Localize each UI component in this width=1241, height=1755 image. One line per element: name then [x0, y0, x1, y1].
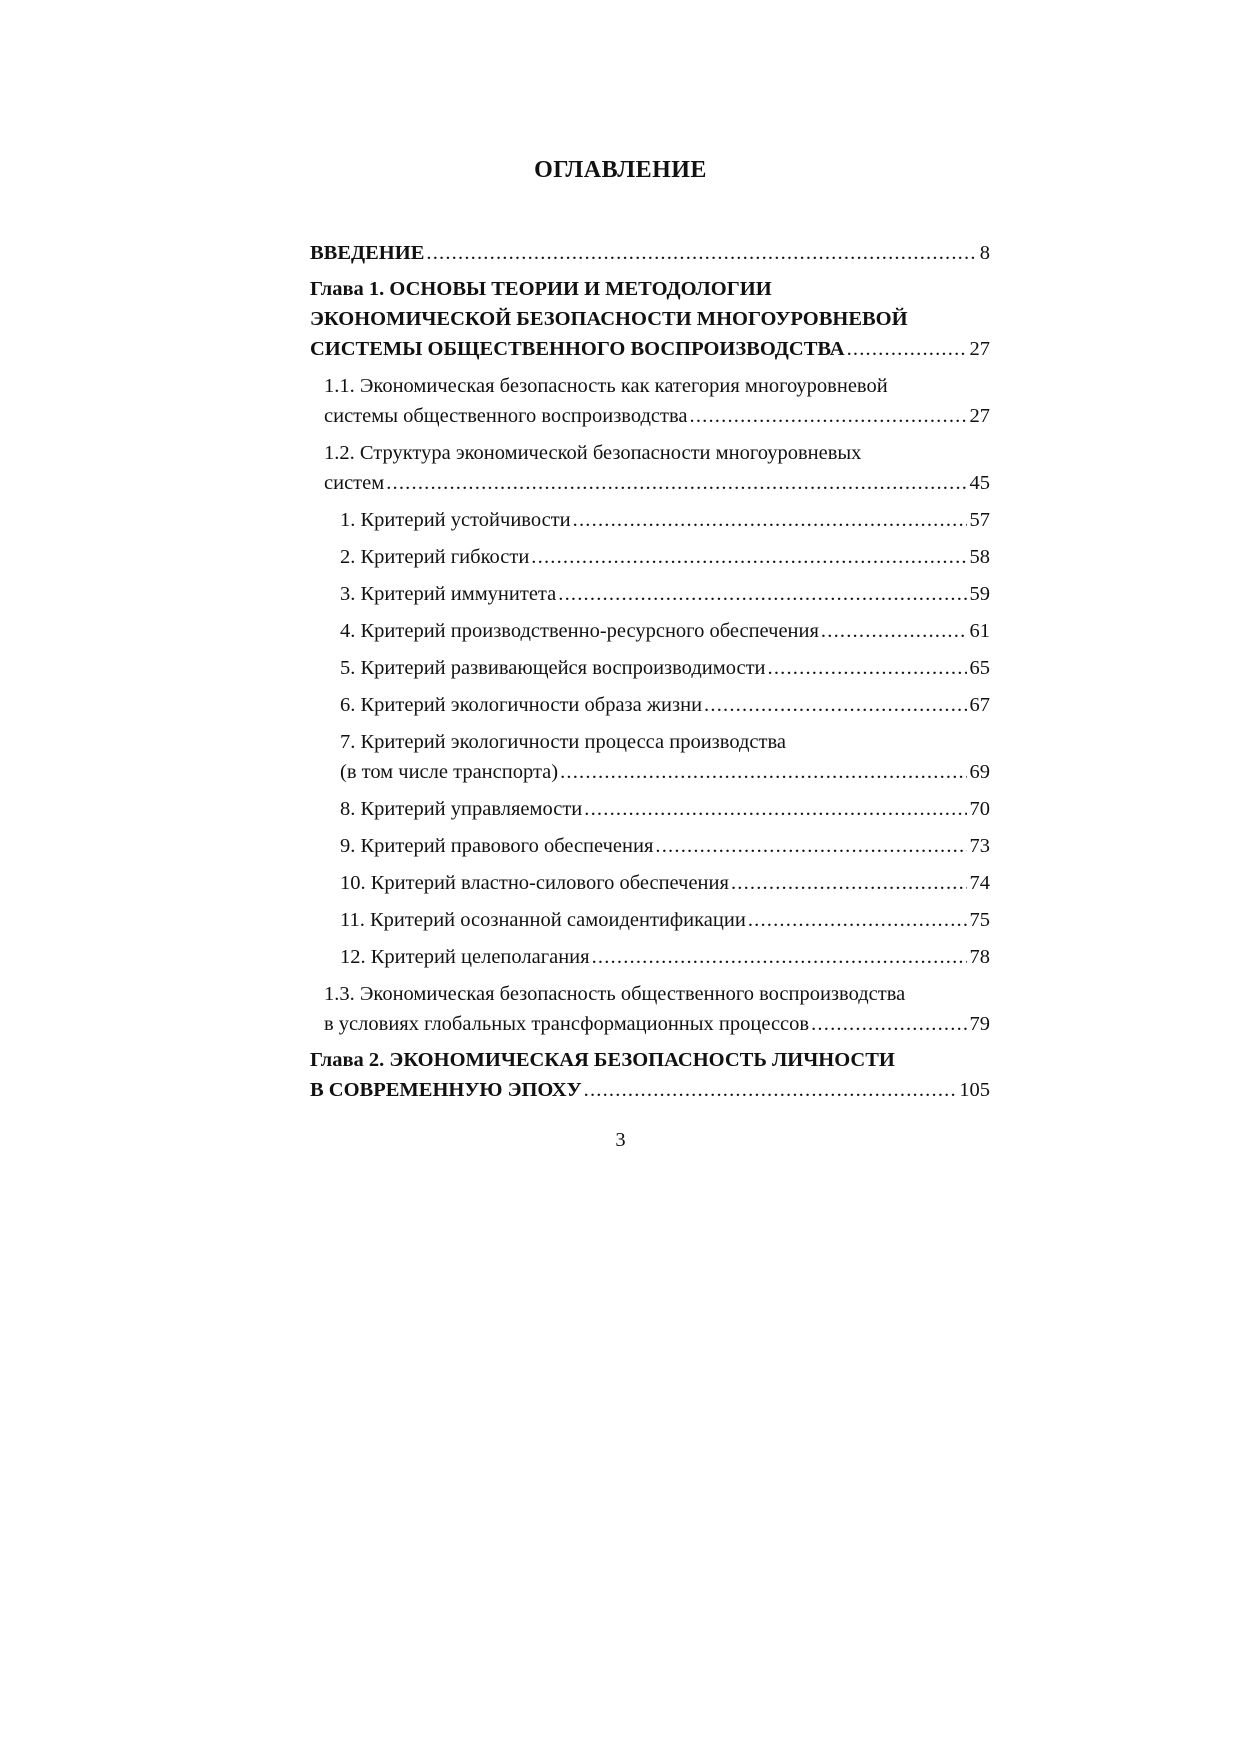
- toc-entry-page-number: 73: [969, 835, 990, 857]
- toc-entry-page-number: 61: [969, 620, 990, 642]
- toc-entry-text-line: 8. Критерий управляемости: [340, 798, 583, 820]
- toc-entry-text-line: 10. Критерий властно-силового обеспечения: [340, 872, 729, 894]
- toc-title: ОГЛАВЛЕНИЕ: [534, 157, 707, 183]
- toc-entry-text-line: 5. Критерий развивающейся воспроизводимости: [340, 657, 766, 679]
- dot-leader: [768, 653, 967, 683]
- toc-entry[interactable]: [310, 542, 990, 572]
- toc-entry-last-line: [340, 616, 990, 646]
- toc-entry-page-number: 75: [969, 909, 990, 931]
- dot-leader: [558, 579, 966, 609]
- toc-entry[interactable]: [310, 905, 990, 935]
- toc-entry-last-line: [324, 401, 990, 431]
- toc-entry-text-line: 1. Критерий устойчивости: [340, 509, 571, 531]
- toc-entry-page-number: 78: [969, 946, 990, 968]
- toc-entry-last-line: [340, 905, 990, 935]
- dot-leader: [821, 616, 967, 646]
- toc-entry-page-number: 74: [969, 872, 990, 894]
- toc-entry-page-number: 8: [979, 242, 990, 264]
- toc-entry[interactable]: [310, 579, 990, 609]
- toc-entry[interactable]: [310, 438, 990, 498]
- dot-leader: [531, 542, 966, 572]
- toc-entry-last-line: [310, 1075, 990, 1105]
- toc-entry-page-number: 27: [969, 338, 990, 360]
- toc-entry-text-line: СИСТЕМЫ ОБЩЕСТВЕННОГО ВОСПРОИЗВОДСТВА: [310, 338, 845, 360]
- toc-entry-last-line: [310, 334, 990, 364]
- dot-leader: [690, 401, 967, 431]
- toc-entry-page-number: 27: [969, 405, 990, 427]
- toc-entry-text-line: ВВЕДЕНИЕ: [310, 242, 425, 264]
- toc-entry[interactable]: [310, 371, 990, 431]
- toc-entry-text-line: 1.2. Структура экономической безопасности многоуровневых: [324, 442, 862, 464]
- toc-entry[interactable]: [310, 616, 990, 646]
- toc-entry[interactable]: [310, 794, 990, 824]
- toc-entry-text-line: Глава 2. ЭКОНОМИЧЕСКАЯ БЕЗОПАСНОСТЬ ЛИЧНОСТИ: [310, 1049, 895, 1071]
- toc-entry-last-line: [324, 468, 990, 498]
- toc-entry[interactable]: [310, 505, 990, 535]
- toc-entry-text-line: 1.1. Экономическая безопасность как категория многоуровневой: [324, 375, 888, 397]
- dot-leader: [560, 757, 966, 787]
- toc-entry-last-line: [340, 794, 990, 824]
- toc-entry-last-line: [340, 690, 990, 720]
- toc-entry-text-line: 4. Критерий производственно-ресурсного обеспечения: [340, 620, 819, 642]
- toc-entry-last-line: [340, 942, 990, 972]
- toc-entry[interactable]: [310, 274, 990, 364]
- dot-leader: [704, 690, 966, 720]
- toc-entry-page-number: 70: [969, 798, 990, 820]
- toc-entry-text-line: 6. Критерий экологичности образа жизни: [340, 694, 703, 716]
- toc-entry-page-number: 65: [969, 657, 990, 679]
- table-of-contents: [310, 238, 990, 1105]
- dot-leader: [426, 238, 976, 268]
- page-number: 3: [615, 1129, 626, 1151]
- toc-entry-text-line: 12. Критерий целеполагания: [340, 946, 590, 968]
- toc-entry-last-line: [340, 542, 990, 572]
- toc-entry-text-line: систем: [324, 472, 385, 494]
- toc-entry-last-line: [340, 868, 990, 898]
- dot-leader: [573, 505, 967, 535]
- toc-entry[interactable]: [310, 727, 990, 787]
- toc-entry-text-line: 1.3. Экономическая безопасность общественного воспроизводства: [324, 983, 906, 1005]
- dot-leader: [655, 831, 966, 861]
- toc-entry-page-number: 58: [969, 546, 990, 568]
- toc-entry-text-line: 2. Критерий гибкости: [340, 546, 530, 568]
- toc-entry-text-line: (в том числе транспорта): [340, 761, 559, 783]
- toc-entry[interactable]: [310, 653, 990, 683]
- toc-entry[interactable]: [310, 831, 990, 861]
- toc-entry[interactable]: [310, 238, 990, 268]
- toc-entry-text-line: 9. Критерий правового обеспечения: [340, 835, 654, 857]
- dot-leader: [386, 468, 966, 498]
- toc-entry-last-line: [340, 579, 990, 609]
- toc-entry-text-line: 11. Критерий осознанной самоидентификации: [340, 909, 746, 931]
- toc-entry-text-line: ЭКОНОМИЧЕСКОЙ БЕЗОПАСНОСТИ МНОГОУРОВНЕВОЙ: [310, 308, 908, 330]
- dot-leader: [847, 334, 967, 364]
- toc-entry-page-number: 67: [969, 694, 990, 716]
- dot-leader: [584, 794, 966, 824]
- toc-entry-last-line: [340, 653, 990, 683]
- toc-entry-text-line: в условиях глобальных трансформационных процессов: [324, 1013, 810, 1035]
- dot-leader: [592, 942, 967, 972]
- toc-entry-page-number: 45: [969, 472, 990, 494]
- toc-entry[interactable]: [310, 1045, 990, 1105]
- toc-entry-text-line: В СОВРЕМЕННУЮ ЭПОХУ: [310, 1079, 582, 1101]
- toc-entry-last-line: [324, 1009, 990, 1039]
- toc-entry-text-line: системы общественного воспроизводства: [324, 405, 688, 427]
- dot-leader: [811, 1009, 966, 1039]
- toc-entry-page-number: 79: [969, 1013, 990, 1035]
- dot-leader: [731, 868, 967, 898]
- toc-entry[interactable]: [310, 690, 990, 720]
- toc-entry-text-line: Глава 1. ОСНОВЫ ТЕОРИИ И МЕТОДОЛОГИИ: [310, 278, 772, 300]
- dot-leader: [584, 1075, 957, 1105]
- toc-entry[interactable]: [310, 979, 990, 1039]
- toc-entry-page-number: 57: [969, 509, 990, 531]
- toc-entry[interactable]: [310, 942, 990, 972]
- toc-entry[interactable]: [310, 868, 990, 898]
- toc-entry-text-line: 7. Критерий экологичности процесса производства: [340, 731, 786, 753]
- toc-entry-last-line: [340, 757, 990, 787]
- toc-entry-last-line: [340, 831, 990, 861]
- toc-entry-last-line: [340, 505, 990, 535]
- toc-entry-page-number: 69: [969, 761, 990, 783]
- dot-leader: [748, 905, 967, 935]
- toc-entry-page-number: 59: [969, 583, 990, 605]
- toc-entry-page-number: 105: [959, 1079, 990, 1101]
- toc-entry-text-line: 3. Критерий иммунитета: [340, 583, 557, 605]
- toc-entry-last-line: [310, 238, 990, 268]
